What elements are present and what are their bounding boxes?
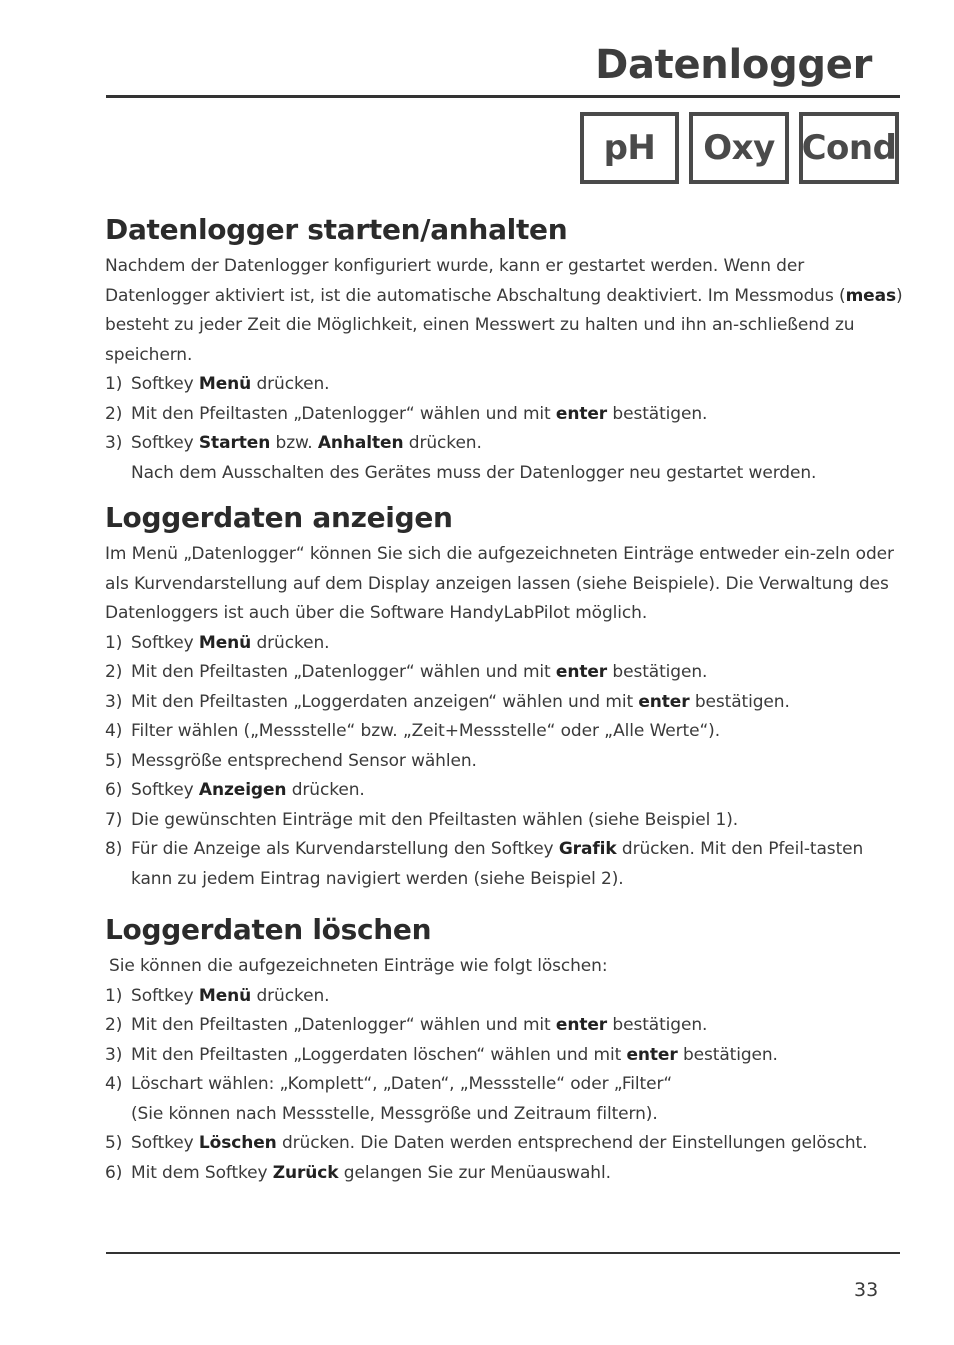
text: Softkey [131,1133,199,1153]
step-number: 1) [105,632,123,653]
list-item [105,370,905,400]
step-text [131,658,905,688]
text: ) besteht zu jeder Zeit die Möglichkeit, einen Messwert zu halten und ihn an-schließend zu speichern. [105,285,903,365]
step-text [131,629,905,659]
text: drücken. [251,374,330,394]
section-heading: Datenlogger starten/anhalten [105,213,568,246]
list-item [105,806,905,836]
list-item [105,1070,905,1100]
emphasis: Anzeigen [198,780,287,800]
header-rule [106,95,900,98]
step-text [131,1129,905,1159]
step-text [131,776,905,806]
text: Softkey [131,632,199,653]
emphasis: enter [555,1015,608,1035]
section-intro [105,252,905,370]
step-number: 2) [105,403,123,424]
list-item [105,629,905,659]
list-item [105,400,905,430]
emphasis: enter [626,1044,678,1065]
text: bzw. [270,433,318,453]
text: Softkey [131,374,199,394]
text: Mit den Pfeiltasten „Datenlogger“ wählen und mit [131,403,556,424]
text: drücken. [286,780,365,800]
step-number: 7) [105,809,123,830]
emphasis: Grafik [558,839,617,859]
text: bestätigen. [689,691,790,712]
list-item [105,1011,905,1041]
text: Softkey [131,433,199,453]
text: Mit den Pfeiltasten „Loggerdaten löschen“ wählen und mit [131,1044,627,1065]
text: Nachdem der Datenlogger konfiguriert wurde, kann er gestartet werden. Wenn der Datenlogger aktiviert ist, ist die automatische Abschaltung deaktiviert. Im Messmodus ( [105,256,846,306]
parameter-tags [580,112,899,184]
emphasis: Anhalten [317,433,404,453]
step-text [131,982,905,1012]
list-item [105,717,905,747]
emphasis: enter [638,691,690,712]
step-number: 1) [105,374,123,394]
step-note: (Sie können nach Messstelle, Messgröße und Zeitraum filtern). [131,1103,658,1124]
text: drücken. [403,433,482,453]
step-number-spacer [105,1100,131,1130]
step-number: 8) [105,839,123,859]
text: drücken. [251,985,330,1006]
text: bestätigen. [607,403,708,424]
list-item-note [105,1100,905,1130]
section-delete-data [105,908,905,1188]
step-text [131,370,905,400]
emphasis: enter [555,403,608,424]
list-item [105,776,905,806]
list-item [105,1159,905,1189]
list-item [105,835,905,894]
step-number: 1) [105,985,123,1006]
list-item [105,658,905,688]
step-number: 2) [105,662,123,682]
step-number: 6) [105,780,123,800]
step-number: 3) [105,691,123,712]
list-item [105,688,905,718]
step-text: Messgröße entsprechend Sensor wählen. [131,750,477,771]
text: Mit den Pfeiltasten „Datenlogger“ wählen und mit [131,1015,556,1035]
text: drücken. Mit den Pfeil-tasten kann zu jedem Eintrag navigiert werden (siehe Beispiel 2). [131,839,864,889]
emphasis: meas [845,285,896,306]
emphasis: Menü [198,632,252,653]
step-text [131,1011,905,1041]
tag-cond: Cond [799,112,899,184]
step-number: 3) [105,433,123,453]
step-text [131,429,905,459]
section-start-stop [105,208,905,488]
section-heading: Loggerdaten löschen [105,913,432,946]
step-text: Löschart wählen: „Komplett“, „Daten“, „Messstelle“ oder „Filter“ [131,1074,673,1094]
section-intro: Sie können die aufgezeichneten Einträge wie folgt löschen: [109,956,608,976]
step-text: Filter wählen („Messstelle“ bzw. „Zeit+Messstelle“ oder „Alle Werte“). [131,721,721,741]
emphasis: Löschen [198,1133,277,1153]
list-item [105,982,905,1012]
text: Mit den Pfeiltasten „Loggerdaten anzeigen“ wählen und mit [131,691,639,712]
text: gelangen Sie zur Menüauswahl. [338,1162,611,1183]
page-title: Datenlogger [595,42,872,88]
list-item [105,429,905,459]
step-number: 5) [105,750,123,771]
step-text [131,835,905,894]
main-content [105,208,905,1188]
step-text: Die gewünschten Einträge mit den Pfeiltasten wählen (siehe Beispiel 1). [131,809,739,830]
emphasis: Starten [198,433,271,453]
tag-oxy: Oxy [689,112,789,184]
text: Softkey [131,985,199,1006]
step-list [105,982,905,1189]
emphasis: Zurück [272,1162,339,1183]
step-text [131,688,905,718]
step-number: 6) [105,1162,123,1183]
text: bestätigen. [677,1044,778,1065]
list-item [105,747,905,777]
step-text [131,1159,905,1189]
step-number: 4) [105,721,123,741]
text: bestätigen. [607,662,708,682]
text: Mit dem Softkey [131,1162,273,1183]
step-number: 3) [105,1044,123,1065]
text: bestätigen. [607,1015,708,1035]
emphasis: Menü [198,985,252,1006]
step-list [105,629,905,895]
page-number: 33 [854,1279,879,1301]
text: drücken. [251,632,330,653]
step-list [105,370,905,459]
step-number: 5) [105,1133,123,1153]
section-heading: Loggerdaten anzeigen [105,501,453,534]
section-intro: Im Menü „Datenlogger“ können Sie sich die aufgezeichneten Einträge entweder ein-zeln oder als Kurvendarstellung auf dem Display anzeigen lassen (siehe Beispiele). Die Verwaltung des Datenloggers ist auch über die Software HandyLabPilot möglich. [105,544,894,623]
emphasis: enter [555,662,608,682]
text: Für die Anzeige als Kurvendarstellung den Softkey [131,839,559,859]
footer-rule [106,1252,900,1254]
text: Softkey [131,780,199,800]
emphasis: Menü [198,374,252,394]
step-text [131,1041,905,1071]
list-item [105,1041,905,1071]
text: Mit den Pfeiltasten „Datenlogger“ wählen und mit [131,662,556,682]
step-text [131,400,905,430]
step-number: 2) [105,1015,123,1035]
list-item [105,1129,905,1159]
section-view-data [105,496,905,894]
text: drücken. Die Daten werden entsprechend der Einstellungen gelöscht. [276,1133,868,1153]
step-number: 4) [105,1074,123,1094]
step-note: Nach dem Ausschalten des Gerätes muss der Datenlogger neu gestartet werden. [131,462,817,483]
tag-ph: pH [580,112,679,184]
